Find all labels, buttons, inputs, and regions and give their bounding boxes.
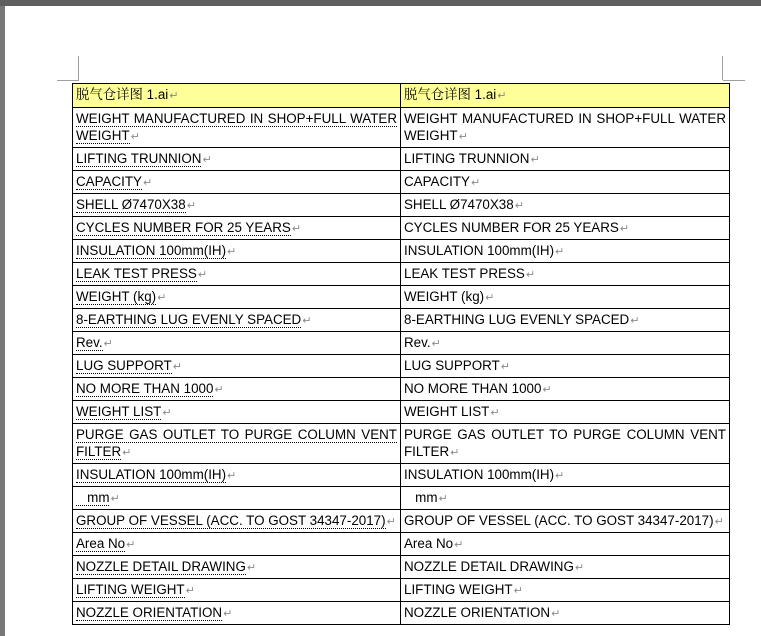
table-cell-source[interactable] <box>73 332 401 355</box>
paragraph-mark-icon: ↵ <box>122 447 132 459</box>
table-cell-source[interactable] <box>73 309 401 332</box>
table-cell-source[interactable] <box>73 378 401 401</box>
document-page[interactable] <box>5 6 761 636</box>
table-row <box>73 579 730 602</box>
table-cell-source[interactable] <box>73 286 401 309</box>
cell-text: LEAK TEST PRESS <box>76 266 197 281</box>
table-cell-target[interactable] <box>401 378 730 401</box>
table-cell-target[interactable] <box>401 355 730 378</box>
cell-text: mm <box>76 490 110 505</box>
table-row <box>73 286 730 309</box>
paragraph-mark-icon: ↵ <box>630 315 640 327</box>
table-row <box>73 240 730 263</box>
cell-text: WEIGHT MANUFACTURED IN SHOP+FULL WATER WEIGHT <box>404 111 726 143</box>
paragraph-mark-icon: ↵ <box>619 223 630 235</box>
paragraph-mark-icon: ↵ <box>197 269 208 281</box>
table-row <box>73 108 730 148</box>
table-cell-source[interactable] <box>73 148 401 171</box>
cell-text: Rev. <box>76 335 103 350</box>
table-cell-source[interactable] <box>73 556 401 579</box>
cell-text: mm <box>404 490 438 505</box>
cell-text: INSULATION 100mm(IH) <box>404 243 555 258</box>
paragraph-mark-icon: ↵ <box>386 516 396 528</box>
paragraph-mark-icon: ↵ <box>454 539 464 551</box>
cell-text: Rev. <box>404 335 431 350</box>
paragraph-mark-icon: ↵ <box>458 131 468 143</box>
paragraph-mark-icon: ↵ <box>470 177 481 189</box>
cell-text: GROUP OF VESSEL (ACC. TO GOST 34347-2017) <box>404 513 714 528</box>
cell-text: SHELL Ø7470X38 <box>76 197 186 212</box>
paragraph-mark-icon: ↵ <box>142 177 153 189</box>
paragraph-mark-icon: ↵ <box>574 562 585 574</box>
table-row <box>73 556 730 579</box>
table-cell-source[interactable] <box>73 84 401 108</box>
paragraph-mark-icon: ↵ <box>555 246 565 258</box>
cell-text: WEIGHT LIST <box>76 404 162 419</box>
paragraph-mark-icon: ↵ <box>130 131 140 143</box>
paragraph-mark-icon: ↵ <box>162 407 172 419</box>
cell-text: CYCLES NUMBER FOR 25 YEARS <box>404 220 619 235</box>
table-cell-target[interactable] <box>401 286 730 309</box>
table-cell-target[interactable] <box>401 533 730 556</box>
table-cell-source[interactable] <box>73 355 401 378</box>
paragraph-mark-icon: ↵ <box>103 338 113 350</box>
table-cell-source[interactable] <box>73 240 401 263</box>
cell-text: CAPACITY <box>76 174 142 189</box>
margin-mark-left-vertical <box>78 56 79 80</box>
cell-text: NO MORE THAN 1000 <box>76 381 214 396</box>
cell-text: 脱气仓详图 1.ai <box>404 87 497 102</box>
cell-text: LIFTING TRUNNION <box>404 151 530 166</box>
table-row <box>73 217 730 240</box>
paragraph-mark-icon: ↵ <box>551 608 561 620</box>
table-row <box>73 171 730 194</box>
cell-text: 8-EARTHING LUG EVENLY SPACED <box>76 312 302 327</box>
table-cell-target[interactable] <box>401 401 730 424</box>
table-row <box>73 355 730 378</box>
paragraph-mark-icon: ↵ <box>110 493 120 505</box>
paragraph-mark-icon: ↵ <box>525 269 536 281</box>
paragraph-mark-icon: ↵ <box>185 585 195 597</box>
table-row <box>73 263 730 286</box>
table-row <box>73 464 730 487</box>
table-row <box>73 602 730 625</box>
paragraph-mark-icon: ↵ <box>291 223 302 235</box>
paragraph-mark-icon: ↵ <box>530 154 540 166</box>
cell-text: Area No <box>76 536 126 551</box>
table-cell-source[interactable] <box>73 401 401 424</box>
paragraph-mark-icon: ↵ <box>227 246 237 258</box>
paragraph-mark-icon: ↵ <box>485 292 495 304</box>
paragraph-mark-icon: ↵ <box>246 562 257 574</box>
table-cell-source[interactable] <box>73 602 401 625</box>
table-row <box>73 401 730 424</box>
paragraph-mark-icon: ↵ <box>450 447 460 459</box>
table-cell-source[interactable] <box>73 510 401 533</box>
margin-mark-right-vertical <box>722 56 723 80</box>
table-cell-source[interactable] <box>73 108 401 148</box>
cell-text: WEIGHT (kg) <box>76 289 157 304</box>
cell-text: LIFTING WEIGHT <box>76 582 185 597</box>
cell-text: INSULATION 100mm(IH) <box>404 467 555 482</box>
paragraph-mark-icon: ↵ <box>202 154 212 166</box>
cell-text: LUG SUPPORT <box>76 358 172 373</box>
cell-text: SHELL Ø7470X38 <box>404 197 514 212</box>
table-cell-target[interactable] <box>401 108 730 148</box>
cell-text: NOZZLE DETAIL DRAWING <box>76 559 246 574</box>
cell-text: PURGE GAS OUTLET TO PURGE COLUMN VENT FILTER <box>404 427 726 459</box>
paragraph-mark-icon: ↵ <box>157 292 167 304</box>
paragraph-mark-icon: ↵ <box>214 384 224 396</box>
table-cell-target[interactable] <box>401 84 730 108</box>
paragraph-mark-icon: ↵ <box>513 585 523 597</box>
cell-text: NO MORE THAN 1000 <box>404 381 542 396</box>
table-cell-target[interactable] <box>401 148 730 171</box>
paragraph-mark-icon: ↵ <box>227 470 237 482</box>
cell-text: WEIGHT (kg) <box>404 289 485 304</box>
table-row <box>73 424 730 464</box>
table-cell-target[interactable] <box>401 171 730 194</box>
table-cell-target[interactable] <box>401 602 730 625</box>
table-cell-target[interactable] <box>401 309 730 332</box>
table-cell-source[interactable] <box>73 194 401 217</box>
table-row <box>73 194 730 217</box>
cell-text: GROUP OF VESSEL (ACC. TO GOST 34347-2017) <box>76 513 386 528</box>
table-cell-source[interactable] <box>73 217 401 240</box>
table-row <box>73 487 730 510</box>
cell-text: 8-EARTHING LUG EVENLY SPACED <box>404 312 630 327</box>
table-header-row <box>73 84 730 108</box>
table-row <box>73 533 730 556</box>
cell-text: INSULATION 100mm(IH) <box>76 467 227 482</box>
table-cell-source[interactable] <box>73 487 401 510</box>
table-row <box>73 309 730 332</box>
table-row <box>73 332 730 355</box>
paragraph-mark-icon: ↵ <box>302 315 312 327</box>
cell-text: INSULATION 100mm(IH) <box>76 243 227 258</box>
paragraph-mark-icon: ↵ <box>169 90 179 102</box>
paragraph-mark-icon: ↵ <box>126 539 136 551</box>
cell-text: PURGE GAS OUTLET TO PURGE COLUMN VENT FILTER <box>76 427 397 459</box>
table-cell-target[interactable] <box>401 217 730 240</box>
table-cell-source[interactable] <box>73 171 401 194</box>
table-cell-target[interactable] <box>401 579 730 602</box>
table-cell-target[interactable] <box>401 556 730 579</box>
cell-text: NOZZLE ORIENTATION <box>76 605 223 620</box>
cell-text: LIFTING WEIGHT <box>404 582 513 597</box>
cell-text: NOZZLE ORIENTATION <box>404 605 551 620</box>
table-cell-target[interactable] <box>401 240 730 263</box>
table-cell-target[interactable] <box>401 487 730 510</box>
cell-text: Area No <box>404 536 454 551</box>
margin-mark-left-horizontal <box>57 80 79 81</box>
paragraph-mark-icon: ↵ <box>542 384 552 396</box>
table-row <box>73 378 730 401</box>
cell-text: 脱气仓详图 1.ai <box>76 87 169 102</box>
cell-text: LEAK TEST PRESS <box>404 266 525 281</box>
paragraph-mark-icon: ↵ <box>555 470 565 482</box>
paragraph-mark-icon: ↵ <box>172 361 182 373</box>
table-cell-source[interactable] <box>73 263 401 286</box>
cell-text: LIFTING TRUNNION <box>76 151 202 166</box>
table-cell-target[interactable] <box>401 194 730 217</box>
paragraph-mark-icon: ↵ <box>500 361 510 373</box>
paragraph-mark-icon: ↵ <box>438 493 448 505</box>
table-row <box>73 148 730 171</box>
cell-text: LUG SUPPORT <box>404 358 500 373</box>
cell-text: WEIGHT MANUFACTURED IN SHOP+FULL WATER WEIGHT <box>76 111 397 143</box>
table-row <box>73 510 730 533</box>
paragraph-mark-icon: ↵ <box>223 608 233 620</box>
paragraph-mark-icon: ↵ <box>514 200 524 212</box>
table-cell-source[interactable] <box>73 579 401 602</box>
paragraph-mark-icon: ↵ <box>497 90 507 102</box>
cell-text: WEIGHT LIST <box>404 404 490 419</box>
cell-text: CYCLES NUMBER FOR 25 YEARS <box>76 220 291 235</box>
table-cell-target[interactable] <box>401 424 730 464</box>
table-cell-source[interactable] <box>73 464 401 487</box>
table-cell-target[interactable] <box>401 510 730 533</box>
cell-text: CAPACITY <box>404 174 470 189</box>
cell-text: NOZZLE DETAIL DRAWING <box>404 559 574 574</box>
translation-table <box>72 83 730 625</box>
table-cell-target[interactable] <box>401 464 730 487</box>
paragraph-mark-icon: ↵ <box>431 338 441 350</box>
paragraph-mark-icon: ↵ <box>714 516 724 528</box>
paragraph-mark-icon: ↵ <box>490 407 500 419</box>
table-cell-source[interactable] <box>73 533 401 556</box>
table-cell-source[interactable] <box>73 424 401 464</box>
paragraph-mark-icon: ↵ <box>186 200 196 212</box>
margin-mark-right-horizontal <box>723 80 745 81</box>
table-cell-target[interactable] <box>401 263 730 286</box>
table-cell-target[interactable] <box>401 332 730 355</box>
